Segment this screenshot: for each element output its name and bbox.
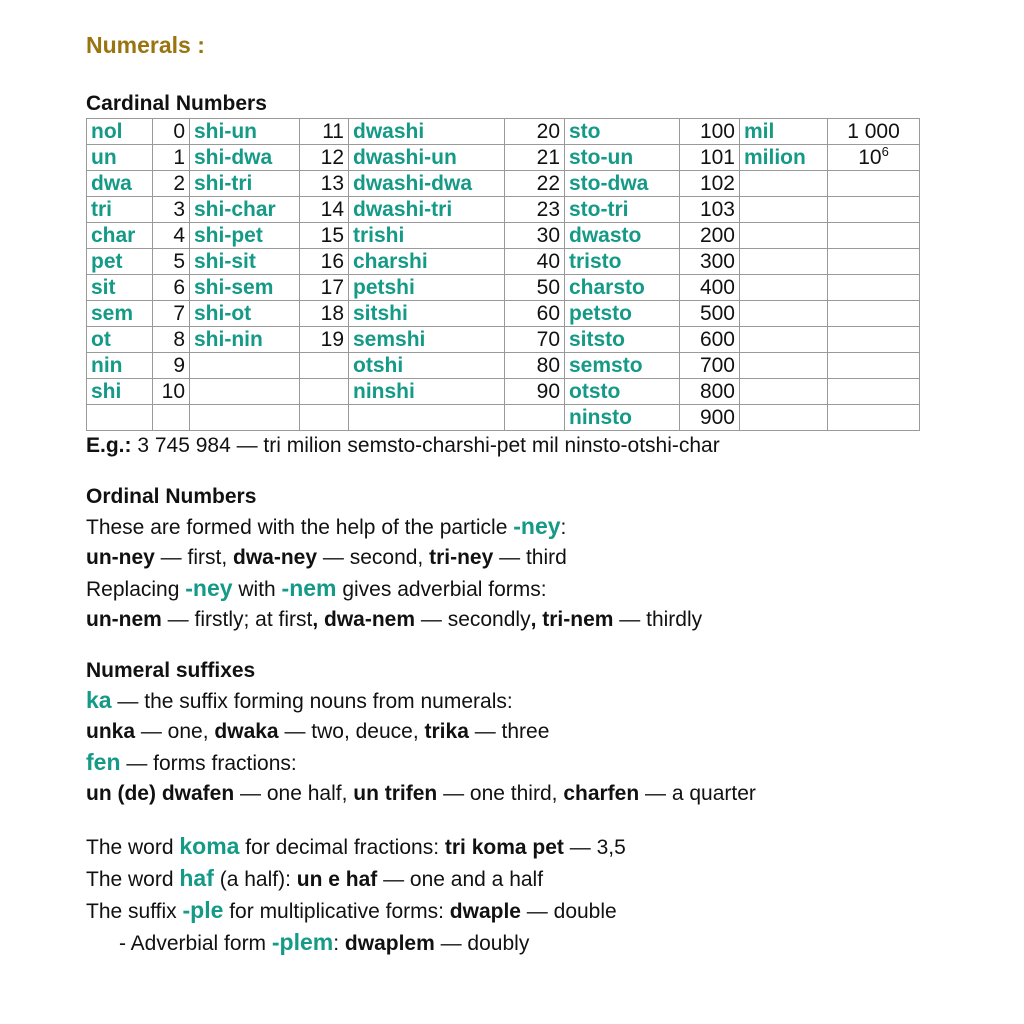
cell-text: 103	[699, 198, 735, 221]
numeral-word-cell	[349, 405, 505, 431]
cell-text: dwashi-tri	[353, 198, 453, 221]
cell-text: sto	[569, 120, 601, 143]
cell-text: 7	[173, 302, 185, 325]
cell-text: charshi	[353, 250, 428, 273]
table-row	[87, 379, 920, 405]
cell-text: shi-ot	[194, 302, 252, 325]
numeral-value-cell	[680, 223, 740, 249]
cell-text: 22	[536, 172, 560, 195]
numeral-value-cell	[680, 249, 740, 275]
numeral-value-cell	[828, 145, 920, 171]
numeral-word-cell	[349, 275, 505, 301]
cell-text: 15	[320, 224, 344, 247]
cardinal-example: E.g.: 3 745 984 — tri milion semsto-charshi-pet mil ninsto-otshi-char	[86, 434, 720, 457]
numeral-word-cell	[565, 249, 680, 275]
table-row	[87, 119, 920, 145]
suffix-line-1: ka — the suffix forming nouns from numerals:	[86, 687, 513, 713]
numeral-value-cell	[680, 275, 740, 301]
table-row	[87, 223, 920, 249]
numeral-word-cell	[190, 171, 300, 197]
numeral-word-cell	[740, 197, 828, 223]
numeral-word-cell	[565, 353, 680, 379]
numeral-value-cell	[153, 405, 190, 431]
numeral-word-cell	[87, 405, 153, 431]
page-title: Numerals :	[86, 32, 205, 58]
numeral-value-cell	[300, 171, 349, 197]
cell-text: ninsto	[569, 406, 632, 429]
cell-text: shi-sem	[194, 276, 274, 299]
numeral-word-cell	[565, 405, 680, 431]
numeral-value-cell	[153, 119, 190, 145]
cell-text: 20	[536, 120, 560, 143]
numeral-value-cell	[505, 223, 565, 249]
numeral-word-cell	[190, 275, 300, 301]
cell-text: 300	[699, 250, 735, 273]
cell-text: nol	[91, 120, 123, 143]
exponent: 6	[881, 144, 889, 159]
numeral-word-cell	[740, 301, 828, 327]
numeral-value-cell	[300, 119, 349, 145]
numeral-word-cell	[349, 327, 505, 353]
cell-text: 500	[699, 302, 735, 325]
numeral-word-cell	[87, 223, 153, 249]
numeral-value-cell	[505, 197, 565, 223]
numeral-word-cell	[87, 249, 153, 275]
table-row	[87, 353, 920, 379]
numeral-value-cell	[153, 275, 190, 301]
numeral-value-cell	[300, 223, 349, 249]
numeral-word-cell	[349, 145, 505, 171]
cell-text: petshi	[353, 276, 415, 299]
numeral-value-cell	[505, 327, 565, 353]
numeral-word-cell	[190, 301, 300, 327]
numeral-value-cell	[153, 249, 190, 275]
cell-text: 90	[536, 380, 560, 403]
cell-text: ninshi	[353, 380, 415, 403]
numeral-word-cell	[740, 327, 828, 353]
cell-text: dwashi-un	[353, 146, 457, 169]
cell-text: 700	[699, 354, 735, 377]
suffix-line-3: fen — forms fractions:	[86, 749, 297, 775]
cell-text: 16	[320, 250, 344, 273]
numeral-value-cell	[300, 379, 349, 405]
cell-text: shi-char	[194, 198, 276, 221]
numeral-value-cell	[505, 301, 565, 327]
numeral-value-cell	[828, 197, 920, 223]
numeral-word-cell	[740, 145, 828, 171]
table-row	[87, 145, 920, 171]
cell-text: sit	[91, 276, 116, 299]
numeral-word-cell	[87, 379, 153, 405]
numeral-value-cell	[680, 145, 740, 171]
cell-text: 80	[536, 354, 560, 377]
cell-text: mil	[744, 120, 775, 143]
numeral-value-cell	[153, 223, 190, 249]
numeral-word-cell	[349, 301, 505, 327]
cell-text: pet	[91, 250, 123, 273]
numeral-word-cell	[87, 119, 153, 145]
numeral-word-cell	[565, 119, 680, 145]
numeral-word-cell	[87, 275, 153, 301]
numeral-value-cell	[680, 301, 740, 327]
cell-text: tristo	[569, 250, 622, 273]
numeral-word-cell	[190, 145, 300, 171]
cell-text: 101	[699, 146, 735, 169]
cell-text: shi-sit	[194, 250, 256, 273]
numeral-word-cell	[190, 249, 300, 275]
cell-text: ot	[91, 328, 111, 351]
numeral-word-cell	[740, 353, 828, 379]
table-row	[87, 327, 920, 353]
cell-text: 5	[173, 250, 185, 273]
numeral-value-cell	[300, 197, 349, 223]
numeral-word-cell	[565, 327, 680, 353]
cell-text: 70	[536, 328, 560, 351]
cell-text: 10	[161, 380, 185, 403]
numeral-value-cell	[680, 379, 740, 405]
numeral-word-cell	[740, 171, 828, 197]
cell-text: dwa	[91, 172, 132, 195]
numeral-word-cell	[349, 249, 505, 275]
cell-text: charsto	[569, 276, 645, 299]
numeral-value-cell	[828, 405, 920, 431]
numeral-value-cell	[153, 353, 190, 379]
numeral-value-cell	[505, 171, 565, 197]
numeral-value-cell	[505, 275, 565, 301]
cell-text: sitsto	[569, 328, 626, 351]
cell-text: dwashi-dwa	[353, 172, 473, 195]
cell-text: 4	[173, 224, 185, 247]
cell-text: shi-nin	[194, 328, 263, 351]
cell-text: shi-un	[194, 120, 257, 143]
numeral-value-cell	[300, 327, 349, 353]
numeral-word-cell	[565, 275, 680, 301]
extra-line-4: - Adverbial form -plem: dwaplem — doubly	[119, 929, 530, 955]
cell-text: 800	[699, 380, 735, 403]
numeral-word-cell	[740, 223, 828, 249]
numeral-value-cell	[300, 301, 349, 327]
cell-text: 9	[173, 354, 185, 377]
cell-text: nin	[91, 354, 123, 377]
numeral-value-cell	[505, 119, 565, 145]
cell-text: 1	[173, 146, 185, 169]
cell-text: 8	[173, 328, 185, 351]
document-page	[86, 30, 986, 959]
cell-text: 14	[320, 198, 344, 221]
cell-text: tri	[91, 198, 112, 221]
numeral-word-cell	[87, 301, 153, 327]
cell-text: otshi	[353, 354, 404, 377]
numeral-value-cell	[828, 379, 920, 405]
numeral-word-cell	[87, 145, 153, 171]
ordinal-heading: Ordinal Numbers	[86, 485, 257, 508]
cell-text: dwashi	[353, 120, 425, 143]
numeral-value-cell	[505, 249, 565, 275]
cell-text: 10	[858, 146, 882, 169]
cardinal-table	[86, 118, 920, 431]
numeral-word-cell	[349, 119, 505, 145]
numeral-value-cell	[828, 301, 920, 327]
cell-text: 2	[173, 172, 185, 195]
cell-text: char	[91, 224, 136, 247]
numeral-value-cell	[680, 171, 740, 197]
numeral-word-cell	[190, 223, 300, 249]
numeral-value-cell	[680, 197, 740, 223]
table-row	[87, 249, 920, 275]
numeral-value-cell	[505, 379, 565, 405]
suffix-line-4: un (de) dwafen — one half, un trifen — one third, charfen — a quarter	[86, 782, 756, 805]
numeral-value-cell	[153, 197, 190, 223]
cell-text: 12	[320, 146, 344, 169]
numeral-word-cell	[87, 171, 153, 197]
numeral-word-cell	[349, 223, 505, 249]
cell-text: 21	[536, 146, 560, 169]
suffixes-heading: Numeral suffixes	[86, 659, 256, 682]
numeral-word-cell	[190, 379, 300, 405]
cell-text: 50	[536, 276, 560, 299]
numeral-word-cell	[87, 327, 153, 353]
cell-text: 13	[320, 172, 344, 195]
cell-text: 400	[699, 276, 735, 299]
table-row	[87, 171, 920, 197]
cell-text: 600	[699, 328, 735, 351]
numeral-word-cell	[190, 197, 300, 223]
numeral-word-cell	[740, 405, 828, 431]
numeral-word-cell	[349, 171, 505, 197]
cell-text: trishi	[353, 224, 405, 247]
cell-text: 17	[320, 276, 344, 299]
ordinal-line-3: Replacing -ney with -nem gives adverbial forms:	[86, 575, 547, 601]
table-row	[87, 197, 920, 223]
numeral-word-cell	[190, 119, 300, 145]
ordinal-line-1: These are formed with the help of the particle -ney:	[86, 513, 567, 539]
cell-text: 100	[699, 120, 735, 143]
ordinal-line-2: un-ney — first, dwa-ney — second, tri-ney — third	[86, 546, 567, 569]
numeral-word-cell	[565, 223, 680, 249]
ordinal-line-4: un-nem — firstly; at first, dwa-nem — secondly, tri-nem — thirdly	[86, 608, 703, 631]
cell-text: 30	[536, 224, 560, 247]
cell-text: sto-un	[569, 146, 634, 169]
numeral-value-cell	[153, 145, 190, 171]
cell-text: 102	[699, 172, 735, 195]
numeral-value-cell	[300, 353, 349, 379]
numeral-value-cell	[828, 249, 920, 275]
numeral-value-cell	[505, 353, 565, 379]
numeral-value-cell	[828, 119, 920, 145]
numeral-value-cell	[153, 171, 190, 197]
numeral-value-cell	[153, 327, 190, 353]
numeral-value-cell	[828, 223, 920, 249]
numeral-word-cell	[190, 353, 300, 379]
numeral-word-cell	[565, 197, 680, 223]
cell-text: 200	[699, 224, 735, 247]
table-row	[87, 405, 920, 431]
numeral-word-cell	[349, 353, 505, 379]
numeral-value-cell	[300, 275, 349, 301]
cell-text: 900	[699, 406, 735, 429]
numeral-word-cell	[565, 301, 680, 327]
cell-text: 18	[320, 302, 344, 325]
numeral-value-cell	[828, 327, 920, 353]
cell-text: semshi	[353, 328, 426, 351]
cell-text: 40	[536, 250, 560, 273]
numeral-value-cell	[828, 353, 920, 379]
cell-text: 19	[320, 328, 344, 351]
numeral-word-cell	[87, 197, 153, 223]
numeral-value-cell	[153, 301, 190, 327]
cell-text: petsto	[569, 302, 632, 325]
extra-line-3: The suffix -ple for multiplicative forms: dwaple — double	[86, 897, 617, 923]
numeral-value-cell	[828, 275, 920, 301]
cell-text: 23	[536, 198, 560, 221]
cell-text: otsto	[569, 380, 621, 403]
cell-text: milion	[744, 146, 806, 169]
cell-text: 11	[322, 120, 344, 143]
cell-text: 6	[173, 276, 185, 299]
cell-text: shi-dwa	[194, 146, 273, 169]
cell-text: shi-tri	[194, 172, 253, 195]
numeral-word-cell	[87, 353, 153, 379]
numeral-word-cell	[740, 275, 828, 301]
cell-text: sitshi	[353, 302, 408, 325]
cell-text: shi	[91, 380, 122, 403]
numeral-value-cell	[828, 171, 920, 197]
cardinal-heading: Cardinal Numbers	[86, 92, 267, 115]
numeral-word-cell	[349, 379, 505, 405]
cell-text: 60	[536, 302, 560, 325]
numeral-value-cell	[680, 119, 740, 145]
cell-text: un	[91, 146, 117, 169]
numeral-word-cell	[740, 119, 828, 145]
numeral-value-cell	[505, 405, 565, 431]
table-row	[87, 301, 920, 327]
numeral-value-cell	[505, 145, 565, 171]
cell-text: shi-pet	[194, 224, 263, 247]
numeral-value-cell	[153, 379, 190, 405]
suffix-line-2: unka — one, dwaka — two, deuce, trika — three	[86, 720, 550, 743]
numeral-value-cell	[680, 327, 740, 353]
extra-line-2: The word haf (a half): un e haf — one and a half	[86, 865, 544, 891]
numeral-word-cell	[740, 379, 828, 405]
cell-text: sem	[91, 302, 134, 325]
numeral-word-cell	[565, 171, 680, 197]
cell-text: 1 000	[847, 120, 900, 143]
numeral-value-cell	[680, 353, 740, 379]
cell-text: dwasto	[569, 224, 642, 247]
numeral-word-cell	[349, 197, 505, 223]
numeral-word-cell	[740, 249, 828, 275]
numeral-word-cell	[190, 327, 300, 353]
numeral-word-cell	[565, 145, 680, 171]
numeral-value-cell	[300, 405, 349, 431]
cell-text: semsto	[569, 354, 643, 377]
numeral-word-cell	[190, 405, 300, 431]
cell-text: sto-tri	[569, 198, 629, 221]
numeral-value-cell	[300, 145, 349, 171]
cell-text: 0	[173, 120, 185, 143]
cell-text: 3	[173, 198, 185, 221]
extra-line-1: The word koma for decimal fractions: tri koma pet — 3,5	[86, 833, 626, 859]
table-row	[87, 275, 920, 301]
numeral-value-cell	[300, 249, 349, 275]
cell-text: sto-dwa	[569, 172, 649, 195]
numeral-value-cell	[680, 405, 740, 431]
numeral-word-cell	[565, 379, 680, 405]
